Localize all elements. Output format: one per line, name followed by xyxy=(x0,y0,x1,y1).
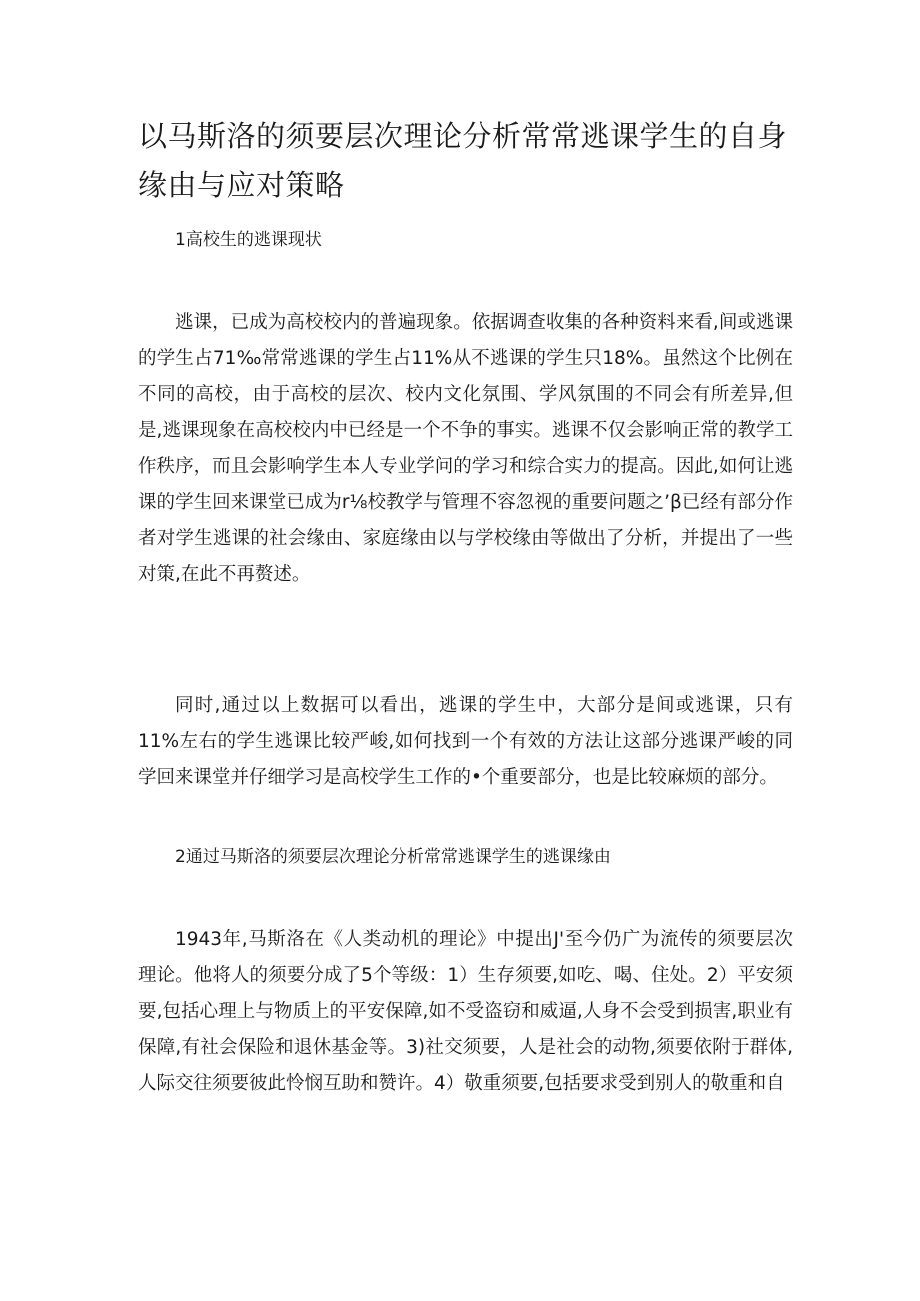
document-title: 以马斯洛的须要层次理论分析常常逃课学生的自身缘由与应对策略 xyxy=(138,119,788,202)
section-heading-2: 2通过马斯洛的须要层次理论分析常常逃课学生的逃课缘由 xyxy=(175,847,611,867)
section-heading-1: 1高校生的逃课现状 xyxy=(175,230,322,250)
body-paragraph-2: 同时,通过以上数据可以看出，逃课的学生中，大部分是间或逃课，只有11%左右的学生逃课比较严峻,如何找到一个有效的方法让这部分逃课严峻的同学回来课堂并仔细学习是高校学生工作的•个重要部分，也是比较麻烦的部分。 xyxy=(138,695,793,788)
body-paragraph-3: 1943年,马斯洛在《人类动机的理论》中提出J'至今仍广为流传的须要层次理论。他将人的须要分成了5个等级：1）生存须要,如吃、喝、住处。2）平安须要,包括心理上与物质上的平安保障,如不受盗窃和威逼,人身不会受到损害,职业有保障,有社会保险和退休基金等。3)社交须要，人是社会的动物,须要依附于群体,人际交往须要彼此怜悯互助和赞许。4）敬重须要,包括要求受到别人的敬重和自 xyxy=(138,929,793,1094)
body-paragraph-1: 逃课，已成为高校校内的普遍现象。依据调查收集的各种资料来看,间或逃课的学生占71‰常常逃课的学生占11%从不逃课的学生只18%。虽然这个比例在不同的高校，由于高校的层次、校内文化氛围、学风氛围的不同会有所差异,但是,逃课现象在高校校内中已经是一个不争的事实。逃课不仅会影响正常的教学工作秩序，而且会影响学生本人专业学问的学习和综合实力的提高。因此,如何让逃课的学生回来课堂已成为r⅛校教学与管理不容忽视的重要问题之’β已经有部分作者对学生逃课的社会缘由、家庭缘由以与学校缘由等做出了分析，并提出了一些对策,在此不再赘述。 xyxy=(138,312,793,585)
